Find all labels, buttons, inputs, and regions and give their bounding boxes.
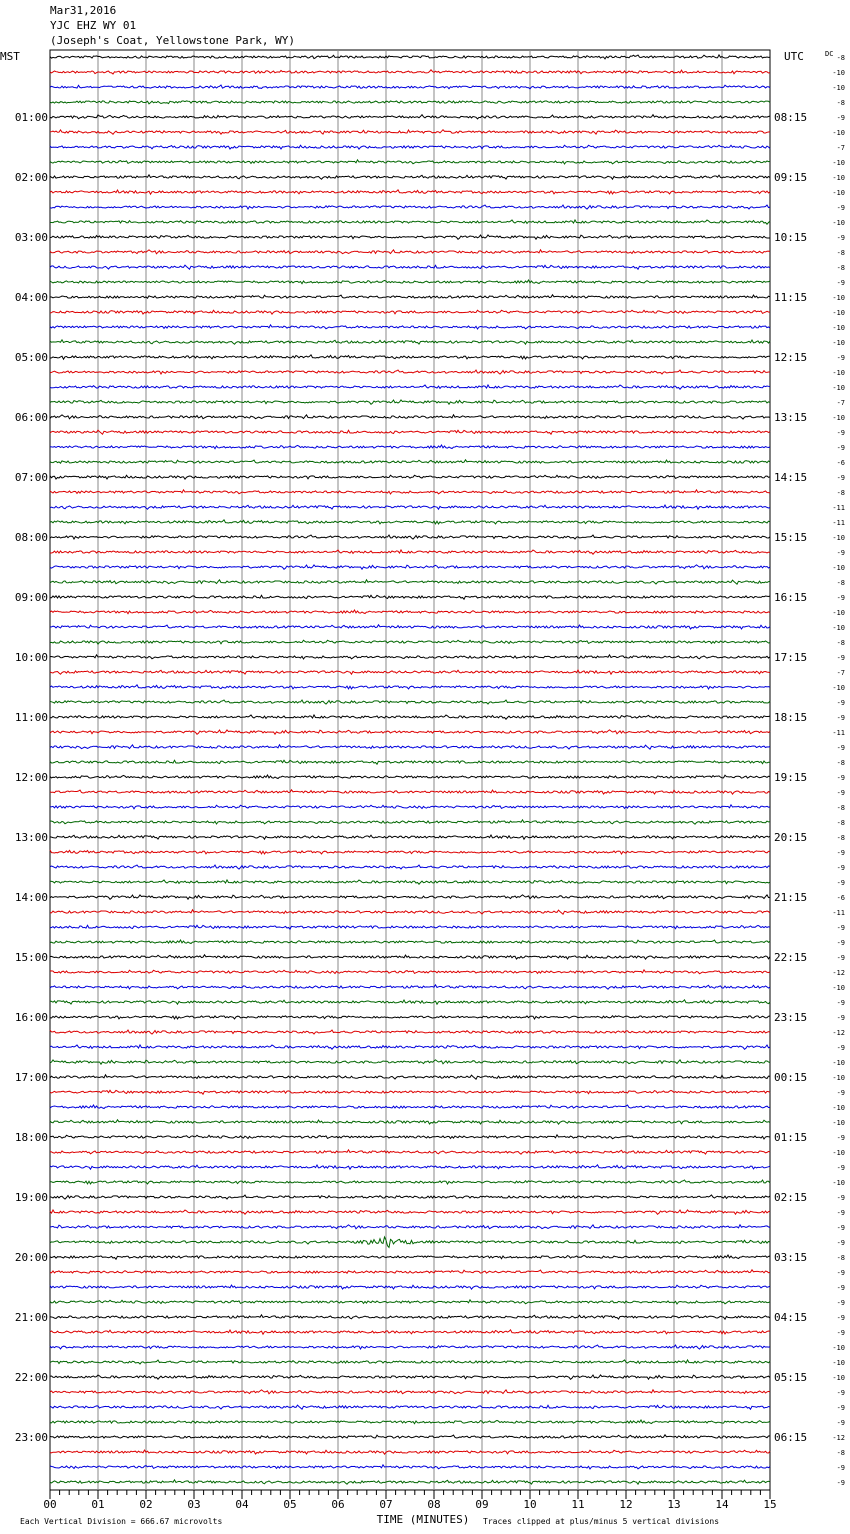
dc-offset-label: -9 bbox=[836, 1209, 845, 1217]
seismic-trace bbox=[50, 1030, 770, 1034]
mst-hour-label: 09:00 bbox=[14, 591, 48, 604]
seismic-trace bbox=[50, 340, 770, 344]
dc-offset-label: -10 bbox=[832, 609, 845, 617]
dc-offset-label: -9 bbox=[836, 1164, 845, 1172]
clip-note: Traces clipped at plus/minus 5 vertical divisions bbox=[483, 1517, 720, 1526]
dc-offset-label: -8 bbox=[836, 639, 845, 647]
dc-offset-label: -9 bbox=[836, 1404, 845, 1412]
seismic-trace bbox=[50, 685, 770, 689]
seismic-trace bbox=[50, 1390, 770, 1394]
dc-offset-label: -7 bbox=[836, 144, 845, 152]
seismic-trace bbox=[50, 205, 770, 209]
seismic-trace bbox=[50, 1120, 770, 1124]
seismic-trace bbox=[50, 865, 770, 869]
utc-hour-label: 19:15 bbox=[774, 771, 808, 784]
seismic-trace bbox=[50, 1285, 770, 1289]
seismic-trace bbox=[50, 910, 770, 914]
dc-offset-label: -9 bbox=[836, 939, 845, 947]
seismic-trace bbox=[50, 850, 770, 854]
seismic-trace bbox=[50, 565, 770, 569]
dc-offset-label: -9 bbox=[836, 1014, 845, 1022]
seismic-trace bbox=[50, 400, 770, 404]
dc-offset-label: -8 bbox=[836, 834, 845, 842]
dc-offset-label: -9 bbox=[836, 924, 845, 932]
dc-offset-label: -9 bbox=[836, 1239, 845, 1247]
seismic-trace bbox=[50, 1435, 770, 1438]
mst-hour-label: 05:00 bbox=[14, 351, 48, 364]
x-tick-label: 01 bbox=[91, 1498, 105, 1511]
dc-offset-label: -9 bbox=[836, 1134, 845, 1142]
dc-offset-label: -8 bbox=[836, 249, 845, 257]
utc-hour-label: 21:15 bbox=[774, 891, 808, 904]
dc-offset-label: -11 bbox=[832, 729, 845, 737]
seismic-trace bbox=[50, 940, 770, 944]
dc-offset-label: -10 bbox=[832, 534, 845, 542]
x-tick-label: 11 bbox=[571, 1498, 585, 1511]
dc-offset-label: -10 bbox=[832, 129, 845, 137]
dc-offset-label: -8 bbox=[836, 759, 845, 767]
dc-offset-label: -9 bbox=[836, 714, 845, 722]
dc-offset-label: -9 bbox=[836, 789, 845, 797]
utc-hour-label: 17:15 bbox=[774, 651, 808, 664]
station-date: Mar31,2016 bbox=[50, 4, 117, 17]
dc-offset-label: -8 bbox=[836, 819, 845, 827]
dc-offset-label: -9 bbox=[836, 1479, 845, 1487]
seismic-trace bbox=[50, 1165, 770, 1169]
seismic-trace bbox=[50, 805, 770, 809]
dc-offset-label: -10 bbox=[832, 564, 845, 572]
dc-offset-label: -9 bbox=[836, 999, 845, 1007]
dc-offset-label: -10 bbox=[832, 684, 845, 692]
dc-offset-label: -9 bbox=[836, 204, 845, 212]
seismic-trace bbox=[50, 970, 770, 974]
seismic-trace bbox=[50, 145, 770, 149]
utc-hour-label: 09:15 bbox=[774, 171, 808, 184]
dc-offset-label: -9 bbox=[836, 354, 845, 362]
dc-offset-label: -9 bbox=[836, 744, 845, 752]
seismic-trace bbox=[50, 1450, 770, 1454]
seismic-trace bbox=[50, 235, 770, 239]
dc-offset-label: -10 bbox=[832, 159, 845, 167]
dc-offset-label: -12 bbox=[832, 1434, 845, 1442]
dc-offset-label: -9 bbox=[836, 864, 845, 872]
dc-offset-label: -8 bbox=[836, 804, 845, 812]
seismic-trace bbox=[50, 625, 770, 629]
seismic-trace bbox=[50, 190, 770, 194]
dc-offset-label: -9 bbox=[836, 699, 845, 707]
seismic-trace bbox=[50, 370, 770, 374]
seismic-trace bbox=[50, 640, 770, 644]
dc-offset-label: -10 bbox=[832, 84, 845, 92]
utc-hour-label: 15:15 bbox=[774, 531, 808, 544]
seismic-trace bbox=[50, 430, 770, 434]
dc-offset-label: -8 bbox=[836, 579, 845, 587]
seismic-trace bbox=[50, 1420, 770, 1424]
seismic-trace bbox=[50, 325, 770, 329]
mst-hour-label: 15:00 bbox=[14, 951, 48, 964]
seismic-trace bbox=[50, 925, 770, 929]
seismic-trace bbox=[50, 1480, 770, 1484]
seismic-trace bbox=[50, 1075, 770, 1079]
seismic-trace bbox=[50, 460, 770, 463]
mst-hour-label: 08:00 bbox=[14, 531, 48, 544]
seismic-trace bbox=[50, 295, 770, 298]
seismic-trace bbox=[50, 85, 770, 89]
seismic-trace bbox=[50, 310, 770, 314]
seismic-trace bbox=[50, 1150, 770, 1154]
seismic-trace bbox=[50, 610, 770, 614]
seismic-trace bbox=[50, 415, 770, 419]
dc-offset-label: -11 bbox=[832, 909, 845, 917]
station-location: (Joseph's Coat, Yellowstone Park, WY) bbox=[50, 34, 296, 47]
x-tick-label: 07 bbox=[379, 1498, 393, 1511]
x-tick-label: 09 bbox=[475, 1498, 489, 1511]
seismic-trace bbox=[50, 385, 770, 389]
dc-offset-label: -12 bbox=[832, 969, 845, 977]
seismic-trace bbox=[50, 160, 770, 164]
dc-offset-label: -7 bbox=[836, 399, 845, 407]
mst-hour-label: 17:00 bbox=[14, 1071, 48, 1084]
x-tick-label: 08 bbox=[427, 1498, 441, 1511]
mst-hour-label: 02:00 bbox=[14, 171, 48, 184]
seismic-trace bbox=[50, 1180, 770, 1184]
mst-hour-label: 23:00 bbox=[14, 1431, 48, 1444]
x-tick-label: 06 bbox=[331, 1498, 345, 1511]
seismic-trace bbox=[50, 505, 770, 509]
seismic-trace bbox=[50, 445, 770, 449]
seismic-trace bbox=[50, 355, 770, 359]
seismic-trace bbox=[50, 1255, 770, 1259]
x-tick-label: 02 bbox=[139, 1498, 153, 1511]
dc-offset-label: -8 bbox=[836, 489, 845, 497]
mst-hour-label: 07:00 bbox=[14, 471, 48, 484]
dc-offset-label: -9 bbox=[836, 444, 845, 452]
dc-offset-label: -10 bbox=[832, 189, 845, 197]
seismic-trace bbox=[50, 220, 770, 224]
seismic-trace bbox=[50, 775, 770, 779]
x-tick-label: 04 bbox=[235, 1498, 249, 1511]
dc-offset-label: -10 bbox=[832, 1074, 845, 1082]
x-tick-label: 10 bbox=[523, 1498, 537, 1511]
utc-hour-label: 22:15 bbox=[774, 951, 808, 964]
seismic-trace bbox=[50, 1210, 770, 1214]
seismic-trace bbox=[50, 1300, 770, 1304]
dc-offset-label: -9 bbox=[836, 1194, 845, 1202]
utc-hour-label: 01:15 bbox=[774, 1131, 808, 1144]
seismic-trace bbox=[50, 1090, 770, 1094]
dc-offset-label: -10 bbox=[832, 219, 845, 227]
utc-hour-label: 18:15 bbox=[774, 711, 808, 724]
seismic-trace bbox=[50, 580, 770, 584]
seismic-trace bbox=[50, 1360, 770, 1364]
seismic-trace bbox=[50, 955, 770, 959]
utc-hour-label: 13:15 bbox=[774, 411, 808, 424]
seismic-trace bbox=[50, 1105, 770, 1109]
dc-header-label: DC bbox=[825, 50, 834, 58]
seismic-trace bbox=[50, 895, 770, 899]
seismic-trace bbox=[50, 175, 770, 179]
dc-offset-label: -10 bbox=[832, 984, 845, 992]
utc-hour-label: 08:15 bbox=[774, 111, 808, 124]
seismic-trace bbox=[50, 835, 770, 839]
seismic-trace bbox=[50, 1135, 770, 1139]
seismic-trace bbox=[50, 520, 770, 524]
mst-hour-label: 01:00 bbox=[14, 111, 48, 124]
dc-offset-label: -9 bbox=[836, 1389, 845, 1397]
dc-offset-label: -10 bbox=[832, 294, 845, 302]
seismic-trace bbox=[50, 595, 770, 599]
dc-offset-label: -9 bbox=[836, 429, 845, 437]
seismic-trace bbox=[50, 535, 770, 539]
dc-offset-label: -10 bbox=[832, 369, 845, 377]
dc-offset-label: -10 bbox=[832, 624, 845, 632]
mst-hour-label: 06:00 bbox=[14, 411, 48, 424]
utc-hour-label: 20:15 bbox=[774, 831, 808, 844]
seismic-trace bbox=[50, 550, 770, 554]
seismic-trace bbox=[50, 1375, 770, 1379]
seismic-trace bbox=[50, 1225, 770, 1229]
x-tick-label: 12 bbox=[619, 1498, 633, 1511]
dc-offset-label: -11 bbox=[832, 504, 845, 512]
dc-offset-label: -11 bbox=[832, 519, 845, 527]
seismic-trace bbox=[50, 670, 770, 674]
utc-hour-label: 00:15 bbox=[774, 1071, 808, 1084]
dc-offset-label: -10 bbox=[832, 324, 845, 332]
x-tick-label: 05 bbox=[283, 1498, 297, 1511]
seismic-trace bbox=[50, 1045, 770, 1049]
mst-hour-label: 19:00 bbox=[14, 1191, 48, 1204]
seismic-trace bbox=[50, 1465, 770, 1469]
dc-offset-label: -8 bbox=[836, 1254, 845, 1262]
dc-offset-label: -9 bbox=[836, 1299, 845, 1307]
dc-offset-label: -10 bbox=[832, 1104, 845, 1112]
dc-offset-label: -12 bbox=[832, 1029, 845, 1037]
dc-offset-label: -10 bbox=[832, 174, 845, 182]
utc-hour-label: 03:15 bbox=[774, 1251, 808, 1264]
utc-hour-label: 05:15 bbox=[774, 1371, 808, 1384]
seismic-trace bbox=[50, 790, 770, 794]
seismic-trace bbox=[50, 130, 770, 135]
seismic-trace bbox=[50, 1060, 770, 1064]
mst-hour-label: 22:00 bbox=[14, 1371, 48, 1384]
dc-offset-label: -10 bbox=[832, 1344, 845, 1352]
dc-offset-label: -10 bbox=[832, 1179, 845, 1187]
x-tick-label: 03 bbox=[187, 1498, 201, 1511]
seismic-trace bbox=[50, 1405, 770, 1409]
seismic-trace bbox=[50, 715, 770, 719]
dc-offset-label: -9 bbox=[836, 1224, 845, 1232]
mst-hour-label: 14:00 bbox=[14, 891, 48, 904]
seismic-trace bbox=[50, 820, 770, 824]
x-tick-label: 14 bbox=[715, 1498, 729, 1511]
dc-offset-label: -8 bbox=[836, 99, 845, 107]
x-tick-label: 15 bbox=[763, 1498, 777, 1511]
dc-offset-label: -9 bbox=[836, 279, 845, 287]
dc-offset-label: -10 bbox=[832, 384, 845, 392]
dc-offset-label: -10 bbox=[832, 1359, 845, 1367]
seismic-trace bbox=[50, 280, 770, 284]
mst-hour-label: 20:00 bbox=[14, 1251, 48, 1264]
x-axis-title: TIME (MINUTES) bbox=[376, 1513, 470, 1526]
utc-hour-label: 11:15 bbox=[774, 291, 808, 304]
utc-hour-label: 06:15 bbox=[774, 1431, 808, 1444]
utc-hour-label: 23:15 bbox=[774, 1011, 808, 1024]
mst-hour-label: 10:00 bbox=[14, 651, 48, 664]
seismic-trace bbox=[50, 265, 770, 269]
dc-offset-label: -9 bbox=[836, 1269, 845, 1277]
dc-offset-label: -9 bbox=[836, 654, 845, 662]
mst-hour-label: 21:00 bbox=[14, 1311, 48, 1324]
dc-offset-label: -10 bbox=[832, 69, 845, 77]
seismic-trace bbox=[50, 490, 770, 494]
dc-offset-label: -8 bbox=[836, 264, 845, 272]
dc-offset-label: -6 bbox=[836, 894, 845, 902]
dc-offset-label: -10 bbox=[832, 1119, 845, 1127]
dc-offset-label: -10 bbox=[832, 339, 845, 347]
utc-hour-label: 04:15 bbox=[774, 1311, 808, 1324]
utc-hour-label: 14:15 bbox=[774, 471, 808, 484]
dc-offset-label: -9 bbox=[836, 774, 845, 782]
dc-offset-label: -9 bbox=[836, 849, 845, 857]
mst-hour-label: 04:00 bbox=[14, 291, 48, 304]
seismic-trace bbox=[50, 760, 770, 764]
dc-offset-label: -10 bbox=[832, 1059, 845, 1067]
seismic-trace bbox=[50, 250, 770, 254]
seismic-trace bbox=[50, 1330, 770, 1334]
dc-offset-label: -9 bbox=[836, 1044, 845, 1052]
seismic-trace bbox=[50, 700, 770, 704]
seismic-trace bbox=[50, 1315, 770, 1319]
seismic-trace bbox=[50, 1237, 770, 1247]
dc-offset-label: -7 bbox=[836, 669, 845, 677]
dc-offset-label: -10 bbox=[832, 1149, 845, 1157]
seismic-trace bbox=[50, 115, 770, 119]
utc-hour-label: 16:15 bbox=[774, 591, 808, 604]
seismic-trace bbox=[50, 1195, 770, 1199]
seismic-trace bbox=[50, 655, 770, 659]
scale-note: Each Vertical Division = 666.67 microvolts bbox=[20, 1517, 223, 1526]
x-tick-label: 00 bbox=[43, 1498, 57, 1511]
mst-hour-label: 12:00 bbox=[14, 771, 48, 784]
seismic-trace bbox=[50, 1270, 770, 1273]
right-timezone-label: UTC bbox=[784, 50, 804, 63]
dc-offset-label: -9 bbox=[836, 879, 845, 887]
seismic-trace bbox=[50, 1345, 770, 1349]
x-tick-label: 13 bbox=[667, 1498, 681, 1511]
dc-offset-label: -10 bbox=[832, 309, 845, 317]
dc-offset-label: -9 bbox=[836, 1284, 845, 1292]
mst-hour-label: 18:00 bbox=[14, 1131, 48, 1144]
seismic-trace bbox=[50, 70, 770, 74]
seismic-trace bbox=[50, 1016, 770, 1019]
dc-offset-label: -9 bbox=[836, 594, 845, 602]
utc-hour-label: 12:15 bbox=[774, 351, 808, 364]
seismic-trace bbox=[50, 985, 770, 989]
mst-hour-label: 11:00 bbox=[14, 711, 48, 724]
seismic-trace bbox=[50, 745, 770, 749]
dc-offset-label: -6 bbox=[836, 459, 845, 467]
seismic-trace bbox=[50, 730, 770, 734]
dc-offset-label: -9 bbox=[836, 1314, 845, 1322]
dc-offset-label: -8 bbox=[836, 1449, 845, 1457]
dc-offset-label: -10 bbox=[832, 414, 845, 422]
utc-hour-label: 10:15 bbox=[774, 231, 808, 244]
dc-offset-label: -9 bbox=[836, 234, 845, 242]
station-code: YJC EHZ WY 01 bbox=[50, 19, 137, 32]
dc-offset-label: -9 bbox=[836, 1419, 845, 1427]
seismic-trace bbox=[50, 880, 770, 884]
dc-offset-label: -9 bbox=[836, 474, 845, 482]
dc-offset-label: -9 bbox=[836, 1464, 845, 1472]
seismic-trace bbox=[50, 55, 770, 59]
dc-offset-label: -9 bbox=[836, 1089, 845, 1097]
left-timezone-label: MST bbox=[0, 50, 20, 63]
mst-hour-label: 03:00 bbox=[14, 231, 48, 244]
seismic-trace bbox=[50, 475, 770, 479]
mst-hour-label: 16:00 bbox=[14, 1011, 48, 1024]
dc-offset-label: -8 bbox=[836, 54, 845, 62]
dc-offset-label: -9 bbox=[836, 114, 845, 122]
seismic-trace bbox=[50, 1000, 770, 1004]
dc-offset-label: -9 bbox=[836, 549, 845, 557]
seismic-trace bbox=[50, 101, 770, 104]
mst-hour-label: 13:00 bbox=[14, 831, 48, 844]
utc-hour-label: 02:15 bbox=[774, 1191, 808, 1204]
dc-offset-label: -9 bbox=[836, 954, 845, 962]
dc-offset-label: -9 bbox=[836, 1329, 845, 1337]
dc-offset-label: -10 bbox=[832, 1374, 845, 1382]
